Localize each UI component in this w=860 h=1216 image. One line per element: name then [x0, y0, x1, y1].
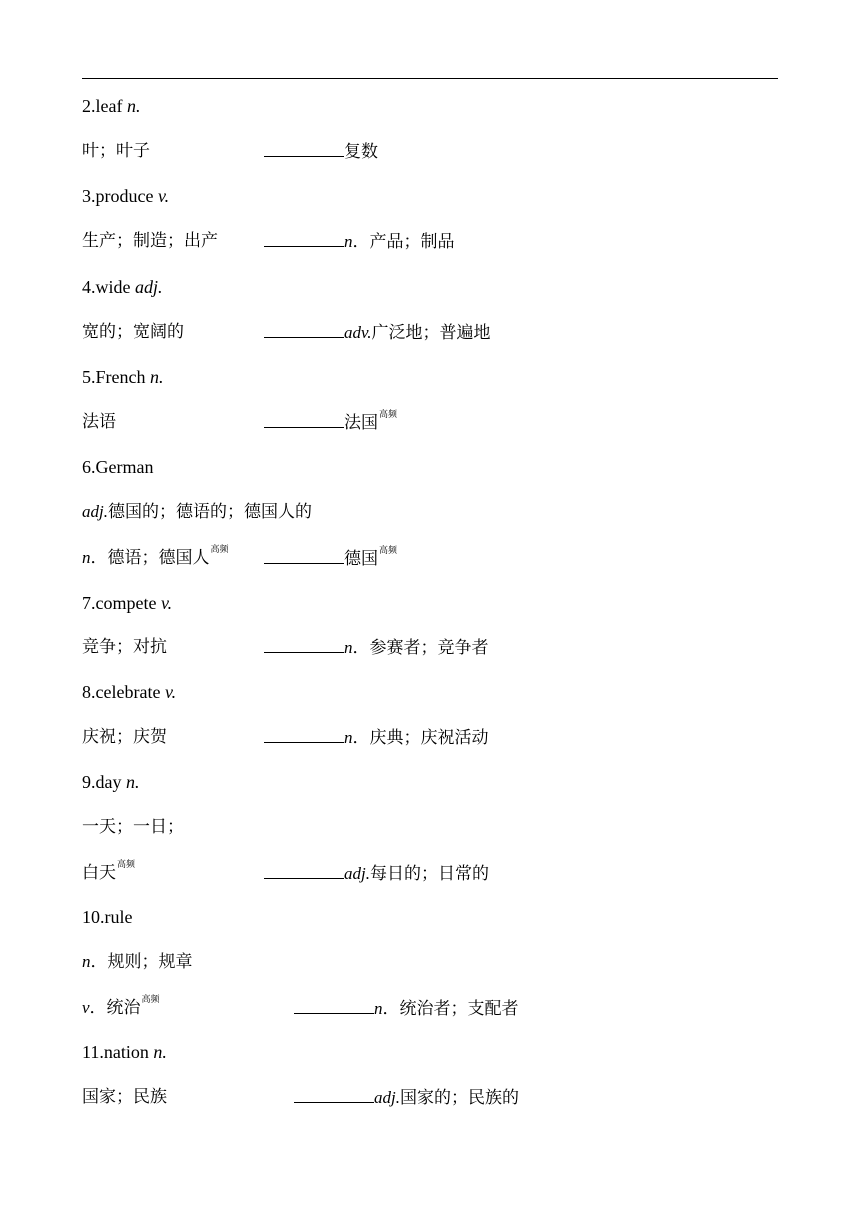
entry-leaf-row: 叶；叶子 复数 [82, 141, 378, 162]
entry-german-meaning-1: adj.德国的；德语的；德国人的 [82, 502, 312, 522]
answer-blank[interactable] [264, 635, 344, 653]
entry-rule-meaning-1: n．规则；规章 [82, 952, 193, 972]
entry-produce-head: 3.produce v. [82, 186, 170, 206]
entry-day-meaning-1: 一天；一日； [82, 817, 184, 837]
answer-blank[interactable] [294, 996, 374, 1014]
answer-blank[interactable] [294, 1085, 374, 1103]
entry-day-head: 9.day n. [82, 772, 140, 792]
entry-french-head: 5.French n. [82, 367, 164, 387]
high-frequency-tag: 高频 [117, 860, 136, 870]
entry-french-row: 法语 法国$^{高频}$ [82, 410, 398, 433]
high-frequency-tag: 高频 [379, 546, 398, 556]
entry-rule-row: v．统治$^{高频}$ n．统治者；支配者 [82, 995, 519, 1019]
entry-wide-head: 4.wide adj. [82, 277, 163, 297]
entry-german-head: 6.German [82, 457, 154, 477]
high-frequency-tag: 高频 [141, 995, 160, 1005]
entry-celebrate-head: 8.celebrate v. [82, 682, 177, 702]
entry-compete-row: 竞争；对抗 n．参赛者；竞争者 [82, 637, 489, 658]
answer-blank[interactable] [264, 861, 344, 879]
entry-compete-head: 7.compete v. [82, 593, 173, 613]
answer-blank[interactable] [264, 320, 344, 338]
header-rule [82, 78, 778, 79]
answer-blank[interactable] [264, 229, 344, 247]
answer-blank[interactable] [264, 410, 344, 428]
entry-nation-row: 国家；民族 adj.国家的；民族的 [82, 1087, 519, 1108]
entry-leaf-head: 2.leaf n. [82, 96, 141, 116]
entry-produce-row: 生产；制造；出产 n．产品；制品 [82, 231, 455, 252]
entry-celebrate-row: 庆祝；庆贺 n．庆典；庆祝活动 [82, 727, 489, 748]
answer-blank[interactable] [264, 139, 344, 157]
high-frequency-tag: 高频 [210, 545, 229, 555]
entry-rule-head: 10.rule [82, 907, 133, 927]
entry-day-row: 白天$^{高频}$ adj.每日的；日常的 [82, 860, 489, 884]
answer-blank[interactable] [264, 546, 344, 564]
answer-blank[interactable] [264, 725, 344, 743]
entry-nation-head: 11.nation n. [82, 1042, 167, 1062]
entry-wide-row: 宽的；宽阔的 adv.广泛地；普遍地 [82, 322, 491, 343]
entry-german-row: n．德语；德国人$^{高频}$ 德国$^{高频}$ [82, 545, 398, 569]
high-frequency-tag: 高频 [379, 410, 398, 420]
